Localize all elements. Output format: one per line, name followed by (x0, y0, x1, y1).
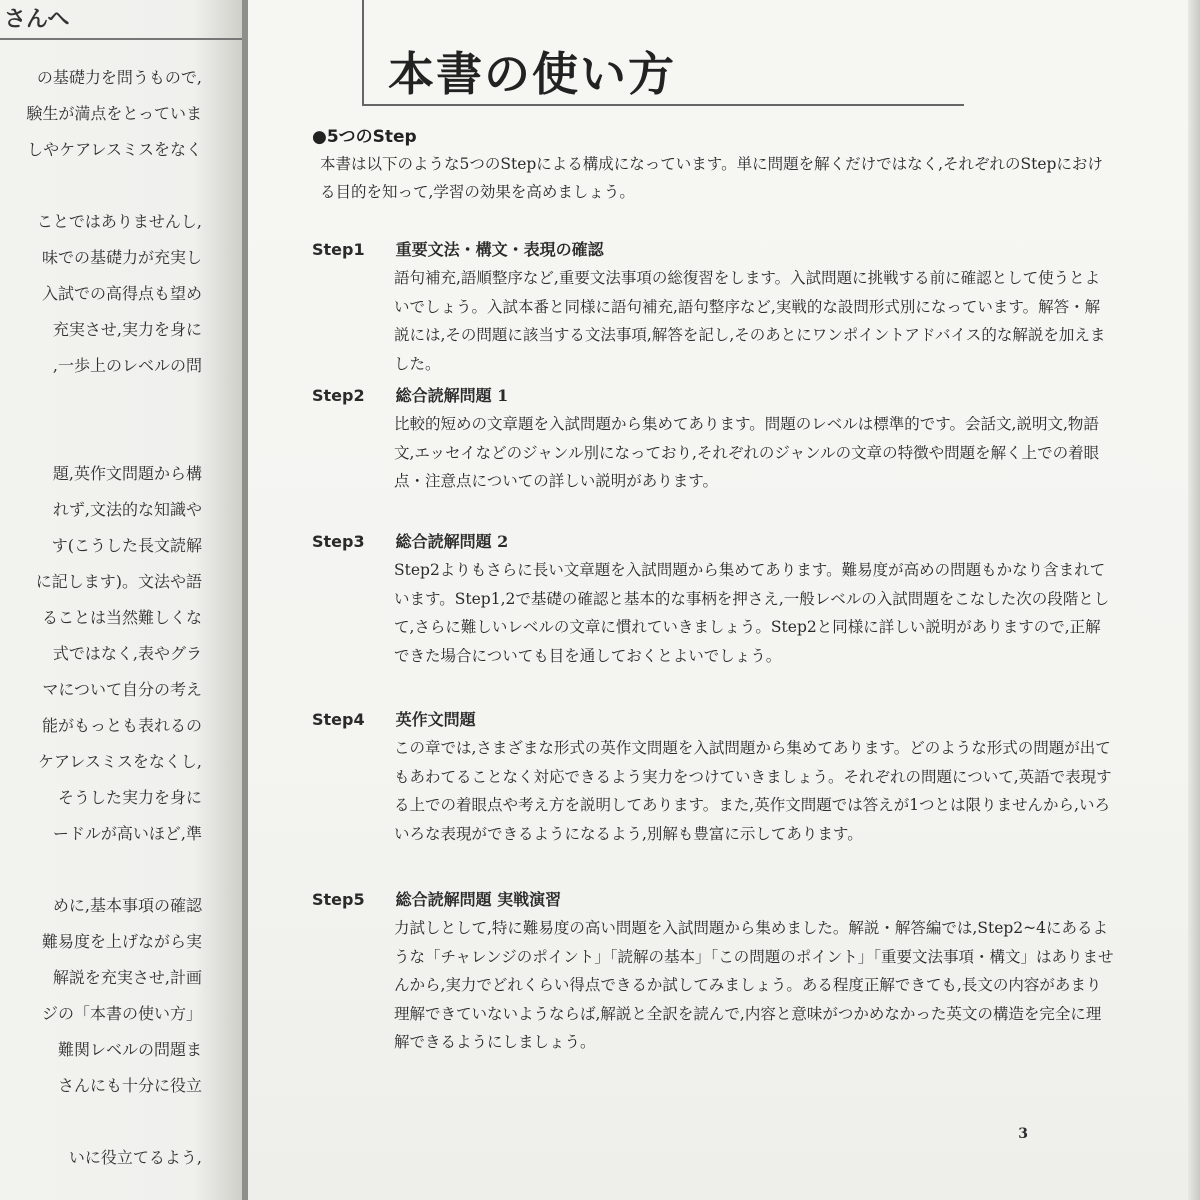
left-page-line: に記します)。文法や語 (35, 572, 202, 591)
step-body: Step2よりもさらに長い文章題を入試問題から集めてあります。難易度が高めの問題もかなり含まれています。Step1,2で基礎の確認と基本的な事柄を押さえ,一般レベルの入試問題をこなした次の段階として,さらに難しいレベルの文章に慣れていきましょう。Step2と同様に詳しい説明がありますので,正解できた場合についても目を通しておくとよいでしょう。 (394, 561, 1110, 665)
left-page-line: しやケアレスミスをなく (27, 140, 202, 159)
left-page-line: 験生が満点をとっていま (26, 104, 202, 123)
step-body: この章では,さまざまな形式の英作文問題を入試問題から集めてあります。どのような形式の問題が出てもあわてることなく対応できるよう実力をつけていきましょう。それぞれの問題について,英語で表現する上での着眼点や考え方を説明してあります。また,英作文問題では答えが1つとは限りませんから,いろいろな表現ができるようになるよう,別解も豊富に示してあります。 (394, 739, 1112, 843)
left-page-line: 能がもっとも表れるの (41, 716, 202, 735)
left-page-line: 式ではなく,表やグラ (52, 644, 202, 663)
step-title: 総合読解問題 実戦演習 (395, 890, 562, 909)
left-page-text (0, 60, 242, 1176)
left-page-line: れず,文法的な知識や (52, 500, 202, 519)
left-page-line: す(こうした長文読解 (51, 536, 202, 555)
left-page-line: さんにも十分に役立 (57, 1076, 202, 1095)
step-3 (312, 528, 1112, 670)
step-5 (312, 886, 1112, 1057)
intro-paragraph: 本書は以下のような5つのStepによる構成になっています。単に問題を解くだけではなく,それぞれのStepにおける目的を知って,学習の効果を高めましょう。 (320, 155, 1103, 201)
left-page-line (0, 1104, 242, 1140)
step-title: 重要文法・構文・表現の確認 (395, 240, 604, 259)
left-page-line: 充実させ,実力を身に (52, 320, 202, 339)
right-page (248, 0, 1200, 1200)
left-page-line (0, 420, 242, 456)
page-title: 本書の使い方 (388, 47, 676, 101)
left-page-line: マについて自分の考え (42, 680, 202, 699)
step-label: Step4 (312, 710, 365, 729)
step-label: Step5 (312, 890, 365, 909)
left-page-line: ケアレスミスをなくし, (38, 752, 202, 771)
step-body: 力試しとして,特に難易度の高い問題を入試問題から集めました。解説・解答編では,Step2~4にあるような「チャレンジのポイント」「読解の基本」「この問題のポイント」「重要文法事項・構文」はありませんから,実力でどれくらい得点できるか試してみましょう。ある程度正解できても,長文の内容があまり理解できていないようならば,解説と全訳を読んで,内容と意味がつかめなかった英文の構造を完全に理解できるようにしましょう。 (394, 919, 1114, 1051)
step-4 (312, 706, 1112, 848)
left-page-line: 難関レベルの問題ま (57, 1040, 202, 1059)
left-page-line: ジの「本書の使い方」 (41, 1004, 202, 1023)
left-page-line: そうした実力を身に (57, 788, 202, 807)
left-page (0, 0, 242, 1200)
left-page-line: 解説を充実させ,計画 (52, 968, 202, 987)
step-body: 語句補充,語順整序など,重要文法事項の総復習をします。入試問題に挑戦する前に確認として使うとよいでしょう。入試本番と同様に語句補充,語句整序など,実戦的な設問形式別になっています。解答・解説には,その問題に該当する文法事項,解答を記し,そのあとにワンポイントアドバイス的な解説を加えました。 (394, 269, 1106, 373)
left-page-line: めに,基本事項の確認 (52, 896, 202, 915)
left-page-line: いに役立てるよう, (68, 1148, 202, 1167)
step-title: 総合読解問題 1 (395, 386, 509, 405)
left-page-line: ることは当然難しくな (41, 608, 202, 627)
left-page-line: の基礎力を問うもので, (36, 68, 202, 87)
step-title: 英作文問題 (395, 710, 476, 729)
left-page-line: 入試での高得点も望め (41, 284, 202, 303)
left-page-line (0, 168, 242, 204)
left-page-header: さんへ (0, 0, 242, 40)
step-body: 比較的短めの文章題を入試問題から集めてあります。問題のレベルは標準的です。会話文,説明文,物語文,エッセイなどのジャンル別になっており,それぞれのジャンルの文章の特徴や問題を解く上での着眼点・注意点についての詳しい説明があります。 (394, 415, 1100, 490)
left-page-line: ことではありませんし, (36, 212, 202, 231)
step-title: 総合読解問題 2 (395, 532, 509, 551)
left-page-line: ,一歩上のレベルの問 (52, 356, 202, 375)
page-edge (1188, 0, 1200, 1200)
left-page-line: ードルが高いほど,準 (52, 824, 202, 843)
left-page-line: 題,英作文問題から構 (52, 464, 202, 483)
section-heading: ●5つのStep (312, 127, 417, 147)
page-number: 3 (1018, 1126, 1028, 1142)
step-label: Step3 (312, 532, 365, 551)
left-page-line: 味での基礎力が充実し (41, 248, 202, 267)
step-2 (312, 382, 1112, 496)
left-page-line (0, 384, 242, 420)
left-page-line (0, 852, 242, 888)
step-label: Step1 (312, 240, 365, 259)
left-page-line: 難易度を上げながら実 (41, 932, 202, 951)
step-label: Step2 (312, 386, 365, 405)
step-1 (312, 236, 1112, 378)
